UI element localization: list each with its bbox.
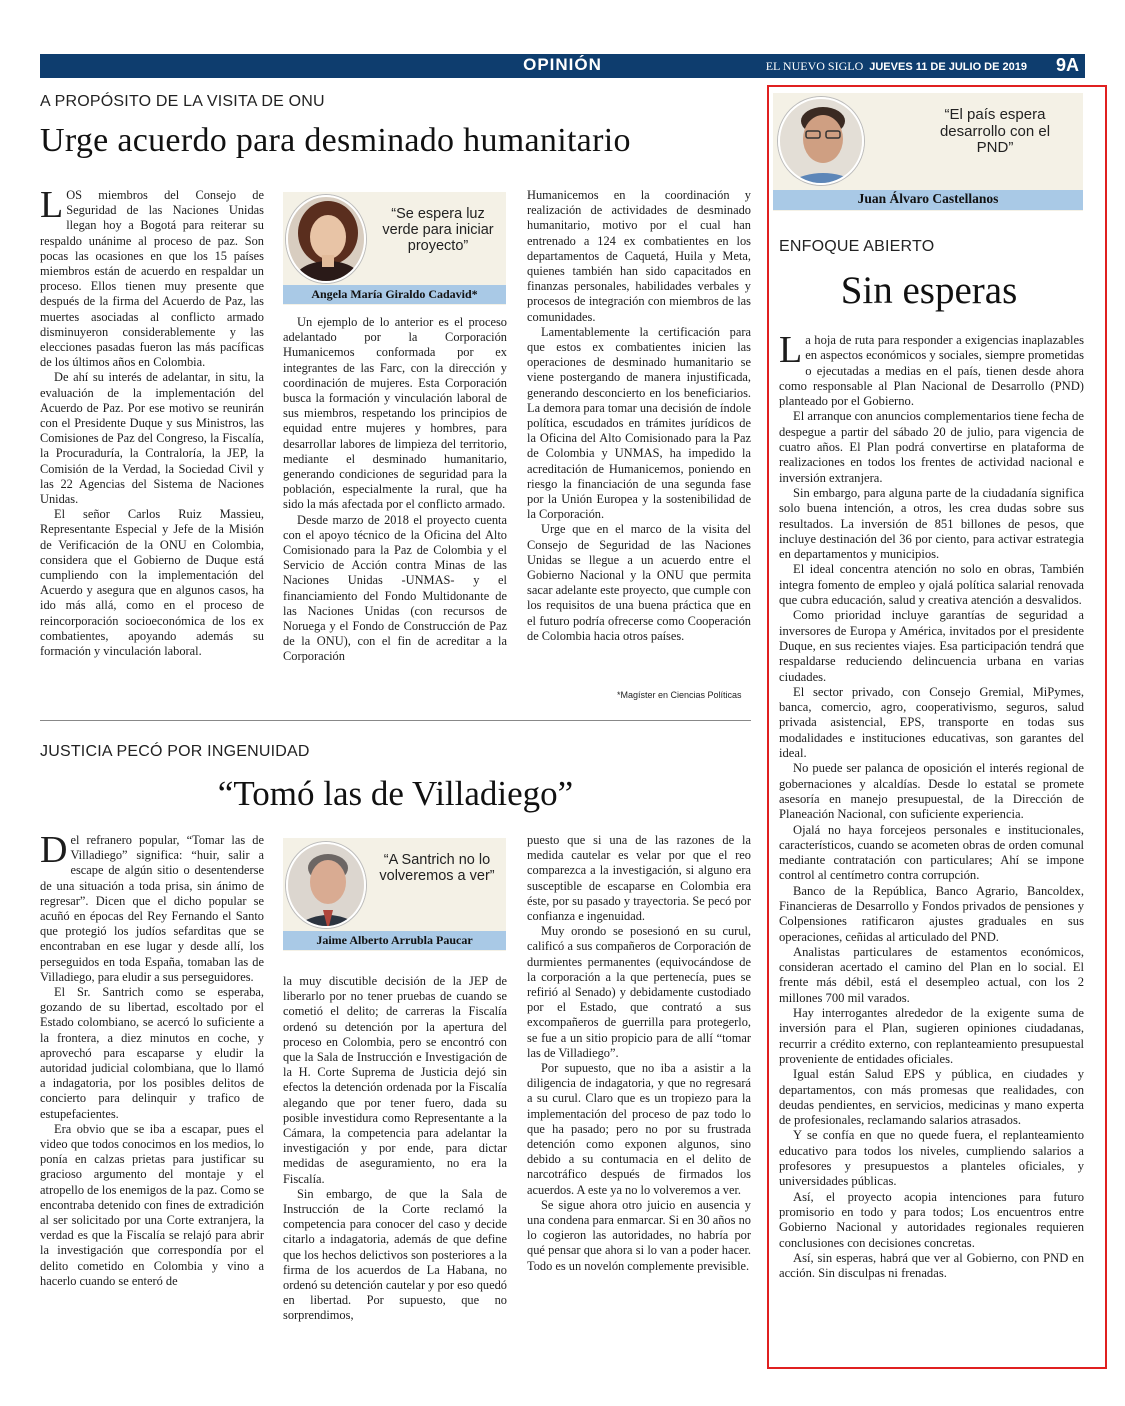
article1-col1-para: El señor Carlos Ruiz Massieu, Representante Especial y Jefe de la Misión de Verificación de la ONU en Colombia, considera que el Gobierno de Duque está cumpliendo con la implementación del Acuerdo y asegura que en algunos casos, ha ido más allá, como en el proceso de reincorporación socioeconómica de los ex combatientes, apoyando además su formación y vinculación laboral. bbox=[40, 507, 264, 659]
article1-column-2 bbox=[283, 315, 507, 665]
article3-para: El arranque con anuncios complementarios tiene fecha de despegue a partir del sábado 20 de julio, para vigencia de cuatro años. El Plan podrá convertirse en plataforma de realizaciones en todos los frentes de actividad nacional e inversión extranjera. bbox=[779, 409, 1084, 485]
article2-column-3 bbox=[527, 833, 751, 1274]
author-name-band: Juan Álvaro Castellanos bbox=[773, 190, 1083, 210]
article2-col2-para: Sin embargo, de que la Sala de Instrucción de la Corte reclamó la competencia para conocer del caso y decide citarlo a indagatoria, además de que define que los hechos delictivos son posteriores a la firma de los acuerdos de La Habana, no ordenó su detención cautelar y por eso quedó en libertad. Por supuesto, que no sorprendimos, bbox=[283, 1186, 507, 1323]
masthead: EL NUEVO SIGLO bbox=[765, 59, 864, 73]
article3-para: Banco de la República, Banco Agrario, Bancoldex, Financieras de Desarrollo y Fondos privados de pensiones y Colpensiones ratificaron ajustes graduales en sus operaciones, ceñidas al articulado del PND. bbox=[779, 883, 1084, 944]
article2-column-1 bbox=[40, 829, 265, 1289]
article3-author-box bbox=[773, 93, 1083, 211]
article3-para: Analistas particulares de estamentos económicos, consideran acertado el camino del Plan en lo social. El frente más débil, está el desempleo actual, con los 2 millones 700 mil varados. bbox=[779, 944, 1084, 1005]
article1-col2-para: Un ejemplo de lo anterior es el proceso adelantado por la Corporación Humanicemos conformada por ex integrantes de las Farc, con la dirección y coordinación de mujeres. Esta Corporación busca la formación y vinculación laboral de sus miembros, respetando los principios de equidad entre mujeres y hombres, para desarrollar labores de limpieza del territorio, mediante el desminado humanitario, generando condiciones de seguridad para la población, especialmente la rural, que ha sido la más afectada por el conflicto armado. bbox=[283, 315, 507, 512]
article3-para: Como prioridad incluye garantías de seguridad a inversores de Europa y América, invitados por el presidente Duque, en sus recientes viajes. Esa participación tendrá que respaldarse reduciendo delincuencia urbana en varias ciudades. bbox=[779, 608, 1084, 684]
article3-kicker: ENFOQUE ABIERTO bbox=[779, 238, 935, 255]
author-name-band: Angela María Giraldo Cadavid* bbox=[283, 285, 506, 304]
article3-para: No puede ser palanca de oposición el interés regional de gobernaciones y alcaldías. Desde lo estatal se promete asesoría en manejo presupuestal, de la Dirección de Planeación Nacional, con suficiente experiencia. bbox=[779, 761, 1084, 822]
article1-col3-para: Humanicemos en la coordinación y realización de actividades de desminado humanitario, motivo por el cual han entrenado a 124 ex combatientes en los departamentos de Caquetá, Huila y Meta, quienes también han sido capacitados en finanzas personales, habilidades verbales y procesos de integración con miembros de las comunidades. bbox=[527, 188, 751, 324]
article1-col1-para: LOS miembros del Consejo de Seguridad de las Naciones Unidas llegan hoy a Bogotá para reiterar su respaldo unánime al proceso de paz. Son pocas las ocasiones en que los 15 países miembros están de acuerdo en respaldar un proceso. Ellos tienen muy presente que después de la firma del Acuerdo de Paz, las muertes asociadas al conflicto armado disminuyeron considerablemente y las elecciones pasadas fueron las más pacíficas de los últimos años en Colombia. bbox=[40, 184, 264, 370]
article1-author-box bbox=[283, 192, 506, 305]
dropcap: L bbox=[40, 184, 64, 226]
issue-date bbox=[766, 59, 1027, 74]
date-text: JUEVES 11 DE JULIO DE 2019 bbox=[869, 61, 1027, 73]
article3-para: El sector privado, con Consejo Gremial, MiPymes, banca, comercio, agro, cooperativismo, seguros, salud privada asistencial, EPS, transporte en todas sus modalidades e instituciones educativas, son garantes del ideal. bbox=[779, 684, 1084, 761]
article2-col1-para: El Sr. Santrich como se esperaba, gozando de su libertad, escoltado por el Estado colombiano, se acercó lo suficiente a la frontera, a diez minutos en coche, y aprovechó para escaparse y eludir la autoridad judicial colombiana, que lo llamó a indagatoria, por los posibles delitos de concierto para delinquir y trafico de estupefacientes. bbox=[40, 985, 264, 1121]
article3-para: Así, sin esperas, habrá que ver al Gobierno, con PND en acción. Sin disculpas ni frenadas. bbox=[779, 1250, 1084, 1281]
article2-author-box bbox=[283, 838, 506, 951]
article2-col1-para: Era obvio que se iba a escapar, pues el video que todos conocimos en los medios, lo ponía en calzas prietas para justificar su gracioso argumento del montaje y el atropello de los enemigos de la paz. Como se encontraba detenido con fines de extradición al ser solicitado por una Corte extranjera, la verdad es que la Fiscalía se relajó para abrir la investigación que correspondía por el delito cometido en Colombia y vino a hacerlo cuando se enteró de bbox=[40, 1121, 265, 1288]
article1-col3-para: Lamentablemente la certificación para que estos ex combatientes inicien las operaciones de desminado humanitario se viene postergando de manera injustificada, generando desconcierto en los beneficiarios. La demora para tomar una decisión de índole política, escudados en trámites jurídicos de la Oficina del Alto Comisionado para la Paz de Colombia y UNMAS, ha impedido la acreditación de Humanicemos, poniendo en riesgo la financiación de una segunda fase por la Unión Europea y la sostenibilidad de la Corporación. bbox=[527, 324, 751, 522]
article3-para: La hoja de ruta para responder a exigencias inaplazables en aspectos económicos y sociales, siempre prometidas o ejecutadas a medias en el país, tienen desde ahora como responsable al Plan Nacional de Desarrollo (PND) planteado por el Gobierno. bbox=[779, 329, 1084, 409]
article1-col1-para: De ahí su interés de adelantar, in situ, la evaluación de la implementación del Acuerdo de Paz. Por ese motivo se reunirán con el Presidente Duque y sus Ministros, las Comisiones de Paz del Congreso, la Fiscalía, la Procuraduría, la Contraloría, la JEP, la Comisión de la Verdad, la Sociedad Civil y las 22 Agencias del Sistema de Naciones Unidas. bbox=[40, 370, 264, 507]
section-name: OPINIÓN bbox=[523, 55, 602, 74]
article3-para: Y se confía en que no quede fuera, el replanteamiento educativo para todos los niveles, cumpliendo salarios a profesores y presupuestos a planteles oficiales, y universidades públicas. bbox=[779, 1128, 1084, 1189]
article3-body bbox=[779, 329, 1084, 1281]
page-number: 9A bbox=[1055, 55, 1079, 75]
article2-headline: “Tomó las de Villadiego” bbox=[217, 774, 574, 813]
article3-para: Ojalá no haya forcejeos personales e institucionales, característicos, cuando se acometen obras de orden comunal mediante contratación con particulares; Ahí se impone control al centímetro contra corrupción. bbox=[779, 822, 1084, 883]
article3-para: Sin embargo, para alguna parte de la ciudadanía significa solo buena intención, a otros, les crea dudas sobre sus resultados. La inversión de 851 billones de pesos, que incluye destinación del 36 por ciento, para activar estrategia en departamentos y municipios. bbox=[779, 485, 1084, 562]
article3-para: Hay interrogantes alrededor de la exigente suma de inversión para el Plan, sugieren opiniones ciudadanas, recurrir a crédito externo, con replanteamiento presupuestal proveniente de entidades oficiales. bbox=[779, 1006, 1084, 1066]
author-quote: “Se espera luz verde para iniciar proyecto” bbox=[382, 206, 494, 254]
article2-column-2 bbox=[283, 974, 507, 1324]
article3-para: El ideal concentra atención no solo en obras, También integra fomento de empleo y ojalá política salarial renovada que cubra educación, salud y creativa atención a desvalidos. bbox=[779, 562, 1084, 608]
author-credit-note: *Magíster en Ciencias Políticas bbox=[617, 690, 742, 700]
article2-col3-para: Por supuesto, que no iba a asistir a la diligencia de indagatoria, y que no regresará a su curul. Claro que es un tropiezo para la implementación del proceso de paz todo lo que ha pasado; pero no por su frustrada detención como exponen algunos, sino debido a su contumacia en el delito de narcotráfico después de firmados los acuerdos. A este ya no lo volveremos a ver. bbox=[527, 1061, 751, 1197]
article3-para: Igual están Salud EPS y pública, en ciudades y departamentos, con más promesas que realidades, con deudas pendientes, en servicios, medicinas y mano experta de profesionales, reclamando salarios atrasados. bbox=[779, 1067, 1084, 1128]
author-photo bbox=[778, 97, 864, 185]
article1-column-3 bbox=[527, 188, 751, 644]
author-quote: “A Santrich no lo volveremos a ver” bbox=[379, 852, 495, 884]
dropcap: D bbox=[40, 829, 68, 871]
author-quote: “El país espera desarrollo con el PND” bbox=[939, 106, 1051, 156]
article1-col3-para: Urge que en el marco de la visita del Consejo de Seguridad de las Naciones Unidas se llegue a un acuerdo entre el Gobierno Nacional y la ONU que permita sacar adelante este proyecto, que cumple con los requisitos de una buena práctica que en el futuro podría ofrecerse como Cooperación de Colombia hacia otros países. bbox=[527, 522, 751, 643]
article2-col3-para: Muy orondo se posesionó en su curul, calificó a sus compañeros de Corporación de durmientes permanentes (equivocándose de la corporación a la que pertenecía, pues se refirió al Senado) y debidamente custodiado por el Estado, que contrató a sus excompañeros de guerrilla para protegerlo, se fue a un sitio propicio para de allí “tomar las de Villadiego”. bbox=[527, 924, 751, 1060]
article3-para: Así, el proyecto acopia intenciones para futuro promisorio en todo y para todos; Los encuentros entre Gobierno Nacional y autoridades regionales requieren conclusiones con decisiones concretas. bbox=[779, 1189, 1084, 1250]
dropcap: L bbox=[779, 329, 803, 371]
article2-col2-para: la muy discutible decisión de la JEP de liberarlo por no tener pruebas de cuando se cometió el delito; de carreras la Fiscalía ordenó su detención por la apertura del proceso en Colombia, pero se encontró con que la Sala de Instrucción e Investigación de la H. Corte Suprema de Justicia dejó sin efectos la detención ordenada por la Fiscalía alegando que por tener fuero, dada su posible investidura como Representante a la Cámara, la competencia para adelantar la investigación y por ende, para dictar medidas de aseguramiento, no era la Fiscalía. bbox=[283, 974, 507, 1186]
author-photo bbox=[286, 195, 366, 283]
article1-column-1 bbox=[40, 184, 264, 659]
article1-col2-para: Desde marzo de 2018 el proyecto cuenta con el apoyo técnico de la Oficina del Alto Comisionado para la Paz de Colombia y el Servicio de Acción contra Minas de las Naciones Unidas -UNMAS- y el financiamiento del Fondo Multidonante de las Naciones Unidas (con recursos de Noruega y el Fondo de Construcción de Paz de la ONU), con el fin de acreditar a la Corporación bbox=[283, 512, 507, 664]
page-header-bar bbox=[40, 54, 1085, 78]
author-name-band: Jaime Alberto Arrubla Paucar bbox=[283, 931, 506, 950]
article1-headline: Urge acuerdo para desminado humanitario bbox=[40, 122, 631, 159]
article2-col1-para: Del refranero popular, “Tomar las de Villadiego” significa: “huir, salir a escape de algún sitio o desentenderse de una situación a toda prisa, sin ánimo de regresar”. Dicen que el dicho popular se acuñó en épocas del Rey Fernando el Santo que protegió los judíos sefarditas que se encontraban en ese lugar y desde allí, los perseguidos en toda España, tomaban las de Villadiego, para eludir a sus perseguidores. bbox=[40, 829, 264, 984]
article2-col3-para: Se sigue ahora otro juicio en ausencia y una condena para enmarcar. Si en 30 años no lo cogieron las autoridades, no habría por qué pensar que ahora si lo van a poder hacer. Todo es un novelón complemente previsible. bbox=[527, 1197, 751, 1273]
article2-col3-para: puesto que si una de las razones de la medida cautelar es velar por que el reo comparezca a la investigación, si alguno era susceptible de escaparse en Colombia era éste, por su pasado y trayectoria. Se pecó por confianza e ingenuidad. bbox=[527, 833, 751, 924]
section-divider bbox=[40, 720, 751, 721]
article2-kicker: JUSTICIA PECÓ POR INGENUIDAD bbox=[40, 743, 310, 760]
author-photo bbox=[286, 842, 366, 928]
article1-kicker: A PROPÓSITO DE LA VISITA DE ONU bbox=[40, 93, 325, 110]
article3-headline: Sin esperas bbox=[840, 269, 1018, 312]
